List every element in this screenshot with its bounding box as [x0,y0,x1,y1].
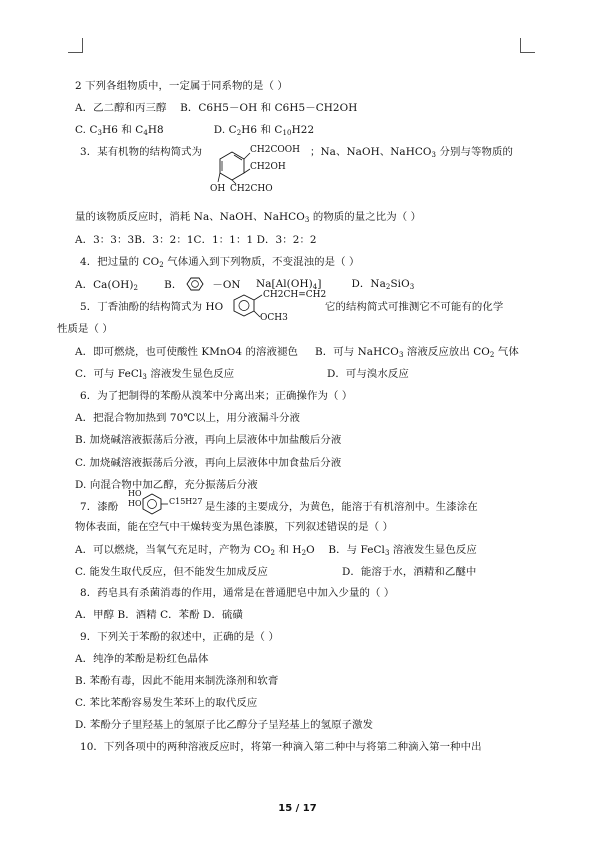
q9-option-b: B. 苯酚有毒，因此不能用来制洗涤剂和软膏 [75,675,279,687]
q4-option-b: B． －ON [164,279,241,291]
q2-options-row1 [75,101,357,115]
q7-option-a: A．可以燃烧，当氧气充足时，产物为 $CO_2$ 和 $H_2O$ [75,544,315,557]
q2-option-c: C. $C_3H6$ 和 $C_4H8$ [75,124,164,137]
q3-stem-pre: 3．某有机物的结构简式为 [80,146,203,158]
q7-stem-post: 是生漆的主要成分，为黄色，能溶于有机溶剂中。生漆涂在 [205,501,478,513]
q5-option-a: A．即可燃烧，也可使酸性 KMnO4 的溶液褪色 [75,346,298,358]
q7-group-c15h27: C15H27 [169,497,203,506]
q5-structure [230,289,330,329]
q5-options-row2 [75,367,234,384]
q5-option-d: D．可与溴水反应 [327,368,409,380]
q9-option-a: A．纯净的苯酚是粉红色晶体 [75,653,209,665]
q5-stem-line2: 性质是（ ） [57,323,113,335]
q3-stem-line2: 量的该物质反应时，消耗 Na、NaOH、NaHCO$_3$ 的物质的量之比为（ ） [75,211,422,224]
q3-group-oh: OH [210,184,226,194]
crop-mark-top-right [520,38,535,53]
q7-stem-line2: 物体表面，能在空气中干燥转变为黑色漆膜，下列叙述错误的是（ ） [75,521,394,533]
q6-option-c: C. 加烧碱溶液振荡后分液，再向上层液体中加食盐后分液 [75,457,342,469]
q7-group-ho-bottom: HO [128,499,142,508]
q7-stem-pre: 7．漆酚 [80,501,119,513]
q2-options-row2 [75,123,314,140]
q4-options [75,277,241,295]
q8-options: A．甲醇 B．酒精 C．苯酚 D．硫磺 [75,609,243,621]
q7-option-d: D．能溶于水，酒精和乙醚中 [342,566,477,578]
q5-options-row1 [75,345,519,362]
q2-stem: 2 下列各组物质中，一定属于同系物的是（ ） [75,80,288,92]
q4-option-d: D．$Na_2SiO_3$ [351,278,415,291]
q3-group-ch2cho: CH2CHO [230,184,273,194]
q2-option-d: D. $C_2H6$ 和 $C_{10}H22$ [213,124,315,137]
q4-option-a: A．$Ca(OH)_2$ [75,279,139,292]
q6-option-b: B. 加烧碱溶液振荡后分液，再向上层液体中加盐酸后分液 [75,434,342,446]
q6-option-d: D. 向混合物中加乙醇，充分振荡后分液 [75,479,258,491]
q7-option-c: C. 能发生取代反应，但不能发生加成反应 [75,566,268,578]
q7-options-row1 [75,543,477,560]
q4-benzene-ring-icon [182,277,212,291]
q7-structure [120,490,210,520]
q3-group-ch2oh: CH2OH [250,162,286,172]
q9-option-c: C. 苯比苯酚容易发生苯环上的取代反应 [75,697,258,709]
q5-group-allyl: CH2CH=CH2 [263,290,327,300]
q8-stem: 8．药皂具有杀菌消毒的作用，通常是在普通肥皂中加入少量的（ ） [80,587,395,599]
q4-stem: 4．把过量的 $CO_2$ 气体通入到下列物质，不变混浊的是（ ） [80,256,360,269]
q4-option-c: $Na[Al(OH)_4]$ [256,278,322,291]
q2-option-b: B．C6H5－OH 和 C6H5－CH2OH [180,102,358,114]
q5-stem-pre: 5．丁香油酚的结构简式为 HO [80,301,224,313]
q6-stem: 6．为了把制得的苯酚从溴苯中分离出来；正确操作为（ ） [80,390,353,402]
q10-stem: 10．下列各项中的两种溶液反应时，将第一种滴入第二种中与将第二种滴入第一种中出 [80,741,482,753]
q5-option-c: C．可与 FeCl$_3$ 溶液发生显色反应 [75,368,235,381]
page-number: 15 / 17 [278,803,317,814]
q9-stem: 9．下列关于苯酚的叙述中，正确的是（ ） [80,631,279,643]
q7-group-ho-top: HO [128,489,142,498]
q3-stem-post: ；Na、NaOH、NaHCO$_3$ 分别与等物质的 [310,146,513,159]
q3-structure [212,140,302,200]
q2-option-a: A．乙二醇和丙三醇 [75,102,167,114]
q5-option-b: B．可与 NaHCO$_3$ 溶液反应放出 $CO_2$ 气体 [315,346,519,359]
q5-group-och3: OCH3 [260,313,288,323]
q9-option-d: D. 苯酚分子里羟基上的氢原子比乙醇分子呈羟基上的氢原子激发 [75,719,374,731]
q3-options: A．3：3：3B．3：2：1C．1：1：1 D．3：2：2 [75,234,317,246]
crop-mark-top-left [68,38,83,53]
q5-stem-post: 它的结构简式可推测它不可能有的化学 [325,301,504,313]
q3-group-ch2cooh: CH2COOH [250,145,300,155]
q7-option-b: B．与 FeCl$_3$ 溶液发生显色反应 [328,544,477,557]
q6-option-a: A．把混合物加热到 70℃以上，用分液漏斗分液 [75,412,300,424]
